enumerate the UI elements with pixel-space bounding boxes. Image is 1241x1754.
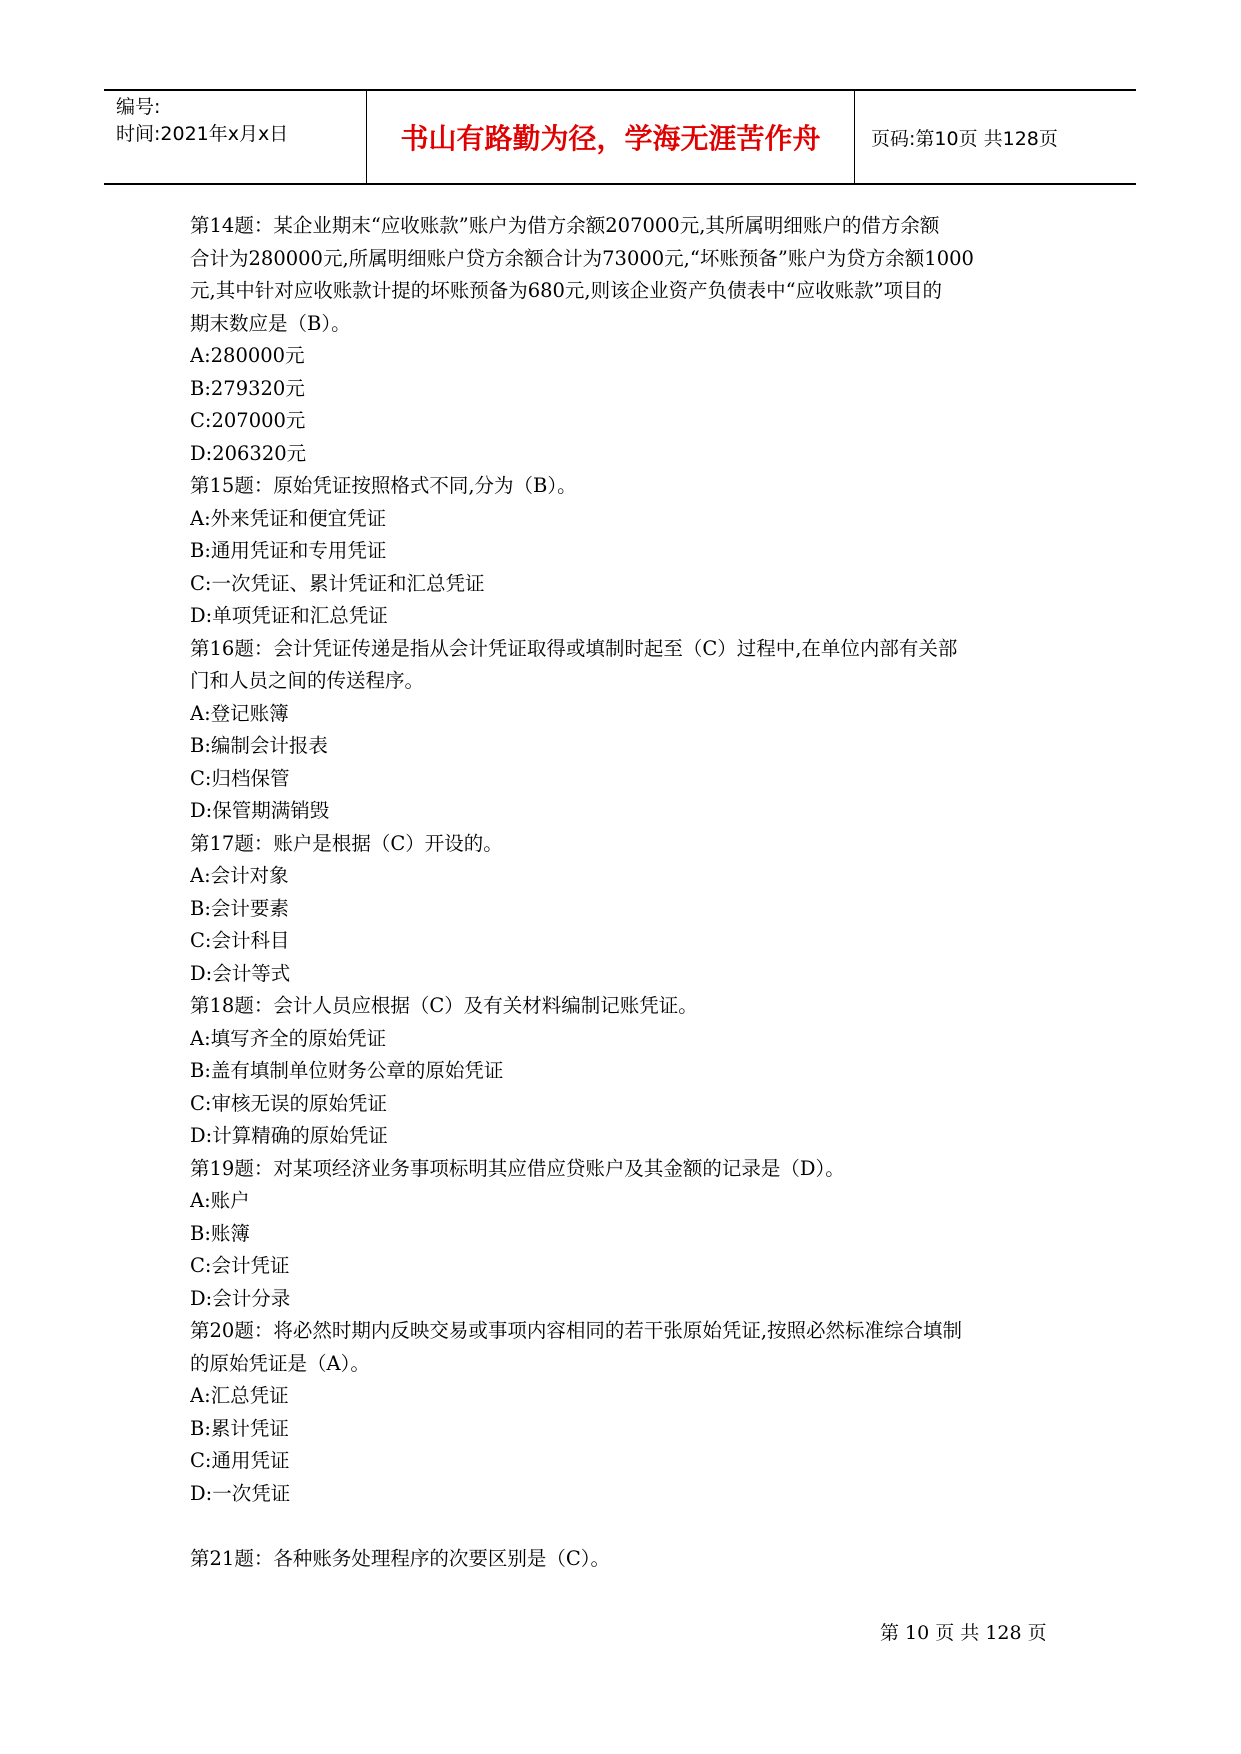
text-line: 门和人员之间的传送程序。 — [190, 669, 425, 692]
text-line: C:207000元 — [190, 409, 306, 432]
page-footer: 第 10 页 共 128 页 — [880, 1622, 1047, 1644]
header-motto: 书山有路勤为径，学海无涯苦作舟 — [366, 91, 855, 183]
paragraph-gap — [190, 1510, 1060, 1543]
text-line: B:账簿 — [190, 1221, 250, 1245]
text-line: 第19题：对某项经济业务事项标明其应借应贷账户及其金额的记录是（D）。 — [190, 1156, 845, 1180]
text-line: B:编制会计报表 — [190, 734, 328, 757]
text-line: C:审核无误的原始凭证 — [190, 1091, 387, 1115]
time-label: 时间:2021年x月x日 — [116, 123, 289, 145]
text-line: A:会计对象 — [190, 864, 289, 887]
text-line: 第16题：会计凭证传递是指从会计凭证取得或填制时起至（C）过程中,在单位内部有关部 — [190, 636, 958, 660]
text-line: 元,其中针对应收账款计提的坏账预备为680元,则该企业资产负债表中“应收账款”项目的 — [190, 279, 943, 302]
text-line: C:会计科目 — [190, 929, 290, 952]
text-line: A:登记账簿 — [190, 701, 289, 725]
header-meta — [104, 91, 366, 183]
text-line: C:一次凭证、累计凭证和汇总凭证 — [190, 571, 485, 595]
text-line: D:保管期满销毁 — [190, 799, 330, 822]
text-line: D:会计等式 — [190, 961, 291, 985]
text-line: B:279320元 — [190, 376, 305, 400]
text-line: 合计为280000元,所属明细账户贷方余额合计为73000元,“坏账预备”账户为贷方余额1000 — [190, 246, 974, 270]
text-line: D:一次凭证 — [190, 1481, 291, 1505]
text-line: B:会计要素 — [190, 896, 289, 920]
header-page-code: 页码:第10页 共128页 — [871, 127, 1058, 150]
text-line: 第20题：将必然时期内反映交易或事项内容相同的若干张原始凭证,按照必然标准综合填制 — [190, 1319, 963, 1342]
text-line: 第14题：某企业期末“应收账款”账户为借方余额207000元,其所属明细账户的借方余额 — [190, 214, 940, 237]
text-line: 第17题：账户是根据（C）开设的。 — [190, 831, 503, 855]
text-line: 期末数应是（B）。 — [190, 311, 351, 335]
text-line: D:单项凭证和汇总凭证 — [190, 604, 388, 627]
text-line: B:通用凭证和专用凭证 — [190, 539, 387, 562]
text-line: C:会计凭证 — [190, 1254, 290, 1277]
text-line: B:盖有填制单位财务公章的原始凭证 — [190, 1059, 504, 1082]
text-line: 的原始凭证是（A）。 — [190, 1351, 370, 1375]
text-line: A:280000元 — [190, 344, 305, 367]
page-header — [104, 89, 1136, 185]
text-line: C:归档保管 — [190, 766, 290, 790]
text-line: D:206320元 — [190, 441, 307, 465]
text-line: 第15题：原始凭证按照格式不同,分为（B）。 — [190, 474, 577, 497]
serial-label: 编号: — [116, 96, 161, 118]
text-line: 第18题：会计人员应根据（C）及有关材料编制记账凭证。 — [190, 994, 698, 1017]
text-line: A:账户 — [190, 1189, 250, 1212]
text-line: A:填写齐全的原始凭证 — [190, 1026, 387, 1050]
document-body — [190, 210, 1060, 1575]
text-line: B:累计凭证 — [190, 1416, 289, 1440]
text-line: D:会计分录 — [190, 1286, 291, 1310]
text-line: D:计算精确的原始凭证 — [190, 1124, 388, 1147]
text-line: A:汇总凭证 — [190, 1384, 289, 1407]
text-line: C:通用凭证 — [190, 1449, 290, 1472]
text-line: A:外来凭证和便宜凭证 — [190, 506, 387, 530]
question-21: 第21题：各种账务处理程序的次要区别是（C）。 — [190, 1546, 610, 1570]
